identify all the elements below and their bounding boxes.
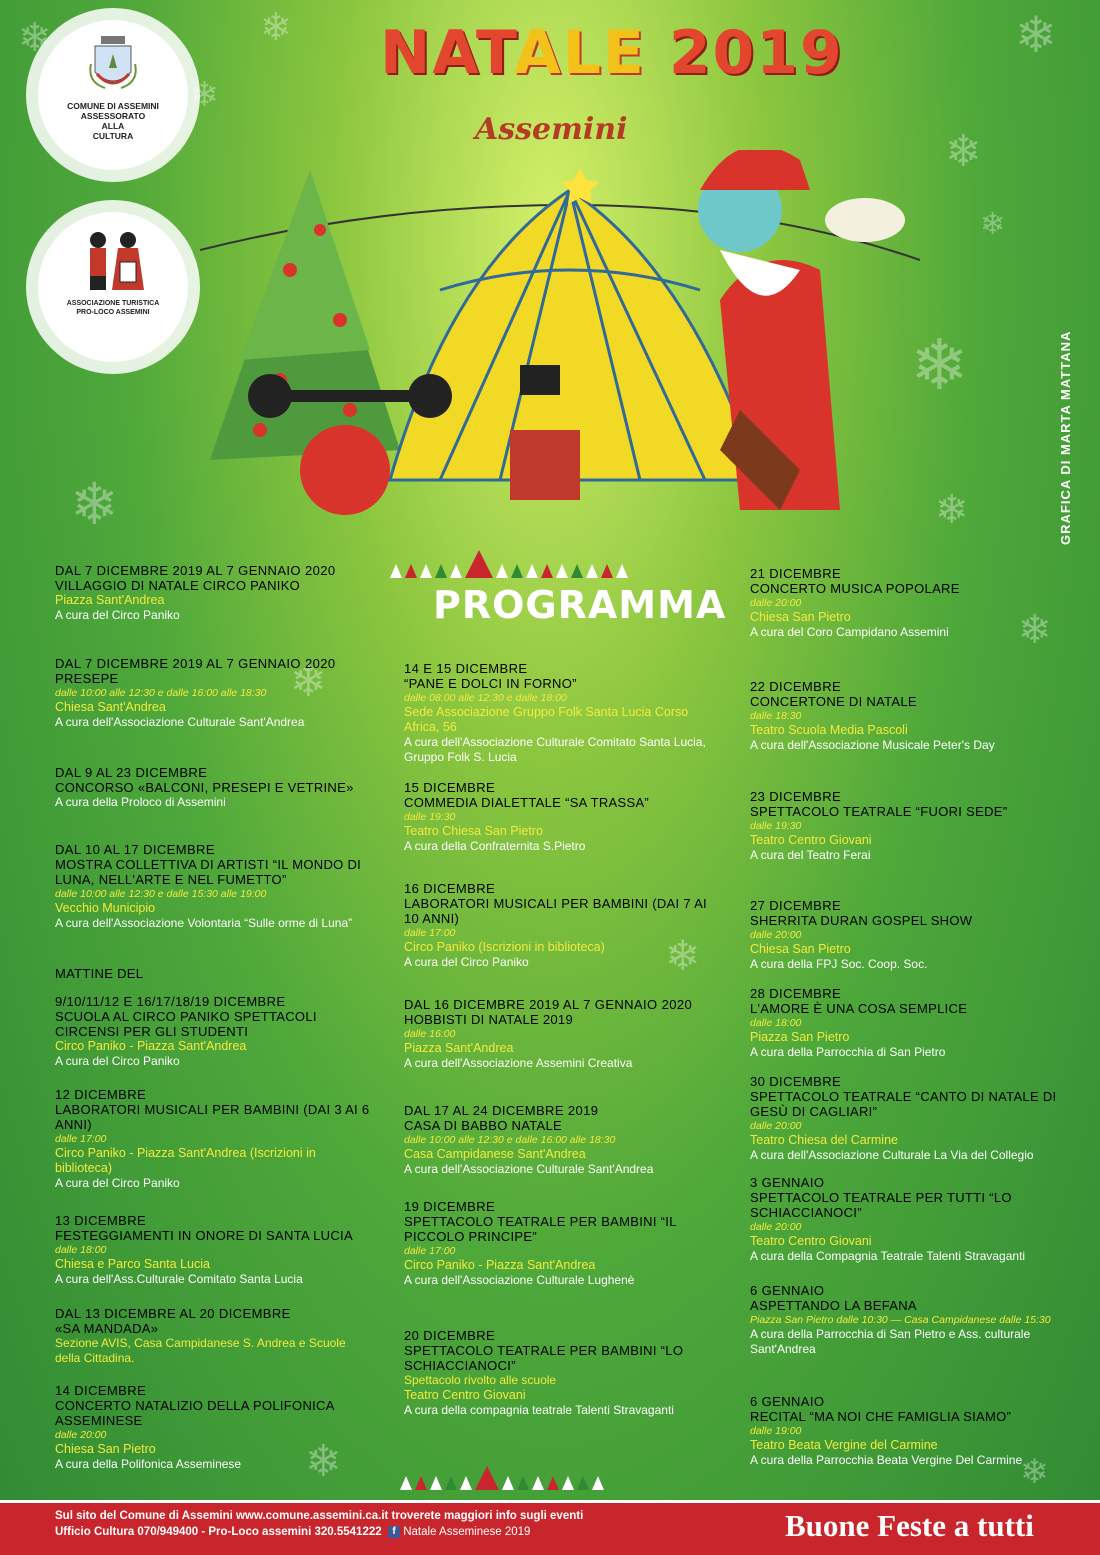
event-title: ASPETTANDO LA BEFANA — [750, 1298, 917, 1313]
event-item — [750, 566, 1060, 640]
event-hours: dalle 19:30 — [404, 811, 456, 823]
event-title: SHERRITA DURAN GOSPEL SHOW — [750, 913, 973, 928]
event-title: COMMEDIA DIALETTALE “SA TRASSA” — [404, 795, 650, 810]
snowflake-icon: ❄ — [945, 126, 982, 177]
proloco-name-2: PRO-LOCO ASSEMINI — [76, 309, 150, 316]
event-item — [55, 1306, 355, 1366]
circus-illustration — [200, 150, 960, 530]
event-place: Piazza San Pietro — [750, 1030, 850, 1044]
event-hours: dalle 19:00 — [750, 1425, 802, 1437]
event-curator: A cura dell'Ass.Culturale Comitato Santa Lucia — [55, 1272, 303, 1286]
event-hours: dalle 20:00 — [750, 929, 802, 941]
event-curator: A cura della FPJ Soc. Coop. Soc. — [750, 957, 928, 971]
event-date: 6 GENNAIO — [750, 1394, 825, 1409]
event-place: Teatro Scuola Media Pascoli — [750, 723, 908, 737]
snowflake-icon: ❄ — [1020, 1452, 1049, 1492]
comune-dept-1: ASSESSORATO — [80, 111, 146, 121]
event-date: 20 DICEMBRE — [404, 1328, 496, 1343]
event-place: Teatro Centro Giovani — [750, 1234, 872, 1248]
snowflake-icon: ❄ — [665, 931, 701, 980]
event-curator: A cura dell'Associazione Musicale Peter's Day — [750, 738, 995, 752]
ringmaster-icon — [510, 430, 580, 500]
event-hours: dalle 10:00 alle 12:30 e dalle 15:30 alle 19:00 — [55, 888, 267, 900]
event-curator: A cura del Circo Paniko — [404, 955, 529, 969]
event-item — [404, 1328, 734, 1418]
facebook-icon: f — [388, 1526, 400, 1538]
event-curator: A cura dell'Associazione Culturale Lughenè — [404, 1273, 635, 1287]
page-title — [380, 18, 844, 88]
snowflake-icon: ❄ — [70, 470, 119, 538]
snowflake-icon: ❄ — [980, 207, 1006, 242]
event-place: Chiesa San Pietro — [55, 1442, 156, 1456]
event-title: SPETTACOLO TEATRALE “CANTO DI NATALE DI GESÙ DI CAGLIARI” — [750, 1089, 1057, 1119]
event-curator: A cura dell'Associazione Culturale Sant'Andrea — [404, 1162, 654, 1176]
snowflake-icon: ❄ — [935, 487, 969, 533]
event-item — [404, 997, 734, 1071]
event-date: 21 DICEMBRE — [750, 566, 842, 581]
coat-of-arms-icon — [83, 34, 143, 96]
event-item — [404, 1199, 734, 1288]
event-item — [55, 994, 385, 1069]
event-item — [750, 1074, 1060, 1163]
event-place: Chiesa Sant'Andrea — [55, 700, 166, 714]
title-part-1: NAT — [380, 18, 515, 88]
event-item — [750, 898, 1060, 972]
footer-contacts: Ufficio Cultura 070/949400 - Pro-Loco assemini 320.5541222 — [55, 1526, 382, 1538]
event-date: 23 DICEMBRE — [750, 789, 842, 804]
event-date: 9/10/11/12 E 16/17/18/19 DICEMBRE — [55, 994, 286, 1009]
event-item — [404, 661, 724, 765]
comune-logo — [38, 20, 188, 170]
proloco-logo — [38, 212, 188, 362]
snowflake-icon: ❄ — [290, 656, 327, 707]
event-place: Piazza Sant'Andrea — [404, 1041, 514, 1055]
footer-website-line[interactable]: Sul sito del Comune di Assemini www.comune.assemini.ca.it troverete maggiori info sugli eventi — [55, 1510, 584, 1522]
event-place: Teatro Chiesa San Pietro — [404, 824, 543, 838]
event-date: MATTINE DEL — [55, 966, 144, 981]
event-item — [750, 1394, 1070, 1468]
event-date: 16 DICEMBRE — [404, 881, 496, 896]
event-place: Chiesa San Pietro — [750, 610, 851, 624]
snowflake-icon: ❄ — [1015, 6, 1057, 64]
event-item — [404, 780, 734, 854]
event-hours: dalle 10:00 alle 12:30 e dalle 16:00 alle 18:30 — [404, 1134, 616, 1146]
footer-info — [55, 1508, 583, 1540]
strongman-icon — [300, 425, 390, 515]
event-item — [55, 1213, 375, 1287]
event-date: DAL 7 DICEMBRE 2019 AL 7 GENNAIO 2020 — [55, 563, 336, 578]
event-title: FESTEGGIAMENTI IN ONORE DI SANTA LUCIA — [55, 1228, 353, 1243]
event-item — [55, 656, 375, 730]
programma-heading: PROGRAMMA — [433, 583, 727, 627]
event-title: MOSTRA COLLETTIVA DI ARTISTI “IL MONDO DI LUNA, NELL'ARTE E NEL FUMETTO” — [55, 857, 362, 887]
event-title: CASA DI BABBO NATALE — [404, 1118, 562, 1133]
event-hours: dalle 18:30 — [750, 710, 802, 722]
event-place: Teatro Centro Giovani — [750, 833, 872, 847]
event-date: DAL 9 AL 23 DICEMBRE — [55, 765, 208, 780]
event-title: SCUOLA AL CIRCO PANIKO SPETTACOLI CIRCENSI PER GLI STUDENTI — [55, 1009, 317, 1039]
event-date: 14 E 15 DICEMBRE — [404, 661, 528, 676]
greeting: Buone Feste a tutti — [785, 1508, 1034, 1543]
event-curator: A cura della Parrocchia di San Pietro — [750, 1045, 946, 1059]
event-curator: A cura del Teatro Ferai — [750, 848, 871, 862]
event-curator: A cura dell'Associazione Assemini Creativa — [404, 1056, 633, 1070]
event-hours: dalle 19:30 — [750, 820, 802, 832]
event-hours: dalle 18:00 — [55, 1244, 107, 1256]
event-curator: A cura del Circo Paniko — [55, 1054, 180, 1068]
event-curator: A cura dell'Associazione Culturale Sant'Andrea — [55, 715, 305, 729]
event-place: Piazza Sant'Andrea — [55, 593, 165, 607]
folk-couple-icon — [68, 228, 158, 294]
event-title: SPETTACOLO TEATRALE PER BAMBINI “LO SCHIACCIANOCI” — [404, 1343, 684, 1373]
event-place: Circo Paniko - Piazza Sant'Andrea (Iscrizioni in biblioteca) — [55, 1146, 316, 1175]
event-place: Casa Campidanese Sant'Andrea — [404, 1147, 586, 1161]
event-hours: dalle 17:00 — [55, 1133, 107, 1145]
event-item — [750, 789, 1060, 863]
triangle-divider-bottom — [400, 1460, 604, 1490]
event-title: RECITAL “MA NOI CHE FAMIGLIA SIAMO” — [750, 1409, 1012, 1424]
event-curator: A cura della Parrocchia Beata Vergine Del Carmine — [750, 1453, 1023, 1467]
event-item — [55, 1383, 355, 1472]
event-title: “PANE E DOLCI IN FORNO” — [404, 676, 577, 691]
event-title: SPETTACOLO TEATRALE “FUORI SEDE” — [750, 804, 1008, 819]
event-place: Circo Paniko - Piazza Sant'Andrea — [55, 1039, 247, 1053]
event-hours: dalle 20:00 — [750, 1120, 802, 1132]
event-date: 28 DICEMBRE — [750, 986, 842, 1001]
event-hours: dalle 20:00 — [750, 597, 802, 609]
event-title: LABORATORI MUSICALI PER BAMBINI (DAI 7 AI 10 ANNI) — [404, 896, 707, 926]
graphic-credit: GRAFICA DI MARTA MATTANA — [1058, 330, 1073, 545]
event-item — [750, 679, 1060, 753]
snowflake-icon: ❄ — [1018, 607, 1052, 653]
event-title: CONCERTO NATALIZIO DELLA POLIFONICA ASSEMINESE — [55, 1398, 334, 1428]
event-title: CONCERTO MUSICA POPOLARE — [750, 581, 960, 596]
comune-dept-3: CULTURA — [92, 131, 134, 141]
event-item — [750, 1175, 1060, 1264]
facebook-page-link[interactable]: Natale Asseminese 2019 — [403, 1526, 531, 1538]
event-date: 15 DICEMBRE — [404, 780, 496, 795]
event-date: 22 DICEMBRE — [750, 679, 842, 694]
comune-name: COMUNE DI ASSEMINI — [67, 101, 159, 111]
event-title: L'AMORE È UNA COSA SEMPLICE — [750, 1001, 968, 1016]
title-year: 2019 — [668, 18, 844, 88]
event-item — [750, 1283, 1060, 1357]
snowflake-icon: ❄ — [260, 5, 292, 49]
event-hours: dalle 08:00 alle 12:30 e dalle 18:00 — [404, 692, 567, 704]
event-title: SPETTACOLO TEATRALE PER BAMBINI “IL PICCOLO PRINCIPE” — [404, 1214, 677, 1244]
event-date: 12 DICEMBRE — [55, 1087, 147, 1102]
event-curator: A cura dell'Associazione Culturale Comitato Santa Lucia, Gruppo Folk S. Lucia — [404, 735, 706, 764]
event-note: Spettacolo rivolto alle scuole — [404, 1373, 557, 1387]
event-date: 3 GENNAIO — [750, 1175, 825, 1190]
event-item — [55, 1087, 375, 1191]
event-place: Teatro Beata Vergine del Carmine — [750, 1438, 938, 1452]
event-title: «SA MANDADA» — [55, 1321, 159, 1336]
duck-icon — [825, 198, 905, 242]
event-curator: A cura del Circo Paniko — [55, 1176, 180, 1190]
event-curator: A cura della Parrocchia di San Pietro e Ass. culturale Sant'Andrea — [750, 1327, 1031, 1356]
event-place: Sezione AVIS, Casa Campidanese S. Andrea e Scuole della Cittadina. — [55, 1336, 346, 1365]
event-place: Circo Paniko (Iscrizioni in biblioteca) — [404, 940, 605, 954]
page-subtitle: Assemini — [475, 112, 628, 147]
event-curator: A cura della Compagnia Teatrale Talenti Stravaganti — [750, 1249, 1026, 1263]
event-date: DAL 7 DICEMBRE 2019 AL 7 GENNAIO 2020 — [55, 656, 336, 671]
event-date: 19 DICEMBRE — [404, 1199, 496, 1214]
event-hours: dalle 10:00 alle 12:30 e dalle 16:00 alle 18:30 — [55, 687, 267, 699]
event-date: DAL 16 DICEMBRE 2019 AL 7 GENNAIO 2020 — [404, 997, 693, 1012]
event-hours: dalle 17:00 — [404, 1245, 456, 1257]
event-item — [55, 765, 355, 810]
event-hours: dalle 18:00 — [750, 1017, 802, 1029]
snowflake-icon: ❄ — [910, 324, 969, 406]
event-title: VILLAGGIO DI NATALE CIRCO PANIKO — [55, 578, 301, 593]
barbell-icon — [270, 390, 430, 402]
event-item — [55, 563, 375, 623]
event-item — [55, 842, 375, 931]
event-curator: A cura della Proloco di Assemini — [55, 795, 226, 809]
event-place: Teatro Centro Giovani — [404, 1388, 526, 1402]
event-curator: A cura del Circo Paniko — [55, 608, 180, 622]
event-item — [750, 986, 1060, 1060]
event-place: Sede Associazione Gruppo Folk Santa Lucia Corso Africa, 56 — [404, 705, 689, 734]
event-hours: dalle 16:00 — [404, 1028, 456, 1040]
event-title: CONCERTONE DI NATALE — [750, 694, 917, 709]
event-item — [55, 966, 375, 981]
event-title: LABORATORI MUSICALI PER BAMBINI (DAI 3 AI 6 ANNI) — [55, 1102, 370, 1132]
event-date: DAL 13 DICEMBRE AL 20 DICEMBRE — [55, 1306, 291, 1321]
event-date: 14 DICEMBRE — [55, 1383, 147, 1398]
event-date: 30 DICEMBRE — [750, 1074, 842, 1089]
event-hours: dalle 20:00 — [750, 1221, 802, 1233]
event-date: 13 DICEMBRE — [55, 1213, 147, 1228]
snowflake-icon: ❄ — [18, 15, 52, 61]
event-date: DAL 10 AL 17 DICEMBRE — [55, 842, 215, 857]
footer-bar — [0, 1500, 1100, 1555]
event-title: CONCORSO «BALCONI, PRESEPI E VETRINE» — [55, 780, 354, 795]
event-place: Vecchio Municipio — [55, 901, 156, 915]
event-hours: dalle 20:00 — [55, 1429, 107, 1441]
title-part-2: ALE — [514, 18, 669, 88]
event-curator: A cura della Confraternita S.Pietro — [404, 839, 586, 853]
event-hours: dalle 17:00 — [404, 927, 456, 939]
event-title: PRESEPE — [55, 671, 119, 686]
comune-dept-2: ALLA — [101, 121, 125, 131]
event-place: Circo Paniko - Piazza Sant'Andrea — [404, 1258, 596, 1272]
event-item — [404, 881, 714, 970]
event-place: Chiesa e Parco Santa Lucia — [55, 1257, 210, 1271]
event-date: DAL 17 AL 24 DICEMBRE 2019 — [404, 1103, 599, 1118]
event-hours: Piazza San Pietro dalle 10:30 — Casa Campidanese dalle 15:30 — [750, 1314, 1051, 1326]
triangle-divider-top — [390, 548, 628, 578]
snowflake-icon: ❄ — [190, 75, 219, 115]
event-item — [404, 1103, 724, 1177]
proloco-name-1: ASSOCIAZIONE TURISTICA — [66, 300, 160, 307]
event-date: 6 GENNAIO — [750, 1283, 825, 1298]
event-title: HOBBISTI DI NATALE 2019 — [404, 1012, 573, 1027]
event-place: Teatro Chiesa del Carmine — [750, 1133, 898, 1147]
event-place: Chiesa San Pietro — [750, 942, 851, 956]
event-title: SPETTACOLO TEATRALE PER TUTTI “LO SCHIACCIANOCI” — [750, 1190, 1012, 1220]
event-curator: A cura della Polifonica Asseminese — [55, 1457, 242, 1471]
event-curator: A cura dell'Associazione Volontaria “Sulle orme di Luna” — [55, 916, 353, 930]
event-date: 27 DICEMBRE — [750, 898, 842, 913]
snowflake-icon: ❄ — [305, 1436, 342, 1487]
event-curator: A cura del Coro Campidano Assemini — [750, 625, 949, 639]
event-curator: A cura dell'Associazione Culturale La Via del Collegio — [750, 1148, 1034, 1162]
event-curator: A cura della compagnia teatrale Talenti Stravaganti — [404, 1403, 674, 1417]
